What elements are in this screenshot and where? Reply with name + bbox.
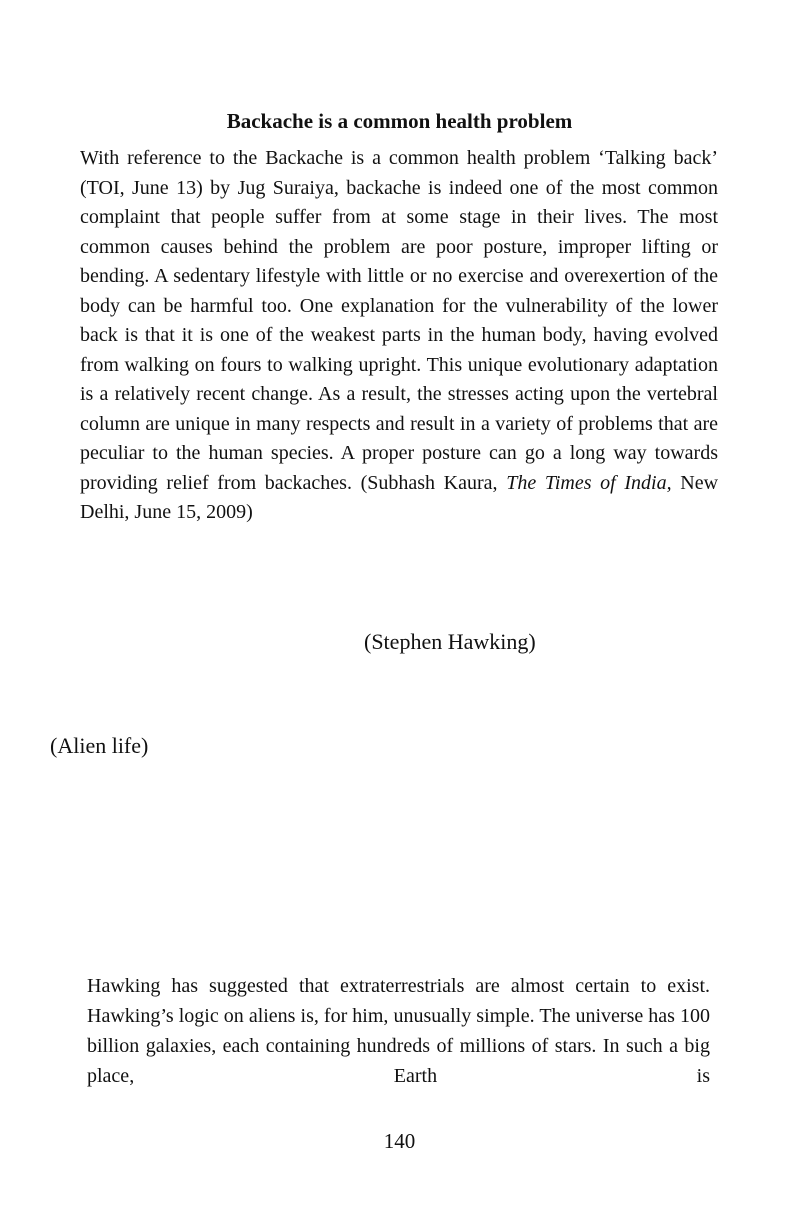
page-number: 140 [383,1129,416,1153]
quote-author: (Stephen Hawking) [364,629,536,654]
letter-heading: Backache is a common health problem [226,109,573,133]
publication-name: The Times of India, [506,471,672,494]
article-paragraph: Hawking has suggested that extraterrestrials are almost certain to exist. Hawking’s logic on aliens is, for him, unusually simple. The universe has 100 billion galaxies, each containing hundreds of millions of stars. In such a big place, Earth is [87,975,710,1087]
section-label: (Alien life) [50,733,149,758]
letter-paragraph [80,144,718,528]
letter-dateline: New Delhi, June 15, 2009) [80,471,719,523]
letter-body-text: With reference to the Backache is a common health problem ‘Talking back’ (TOI, June 13) by Jug Suraiya, backache is indeed one of the most common complaint that people suffer from at some stage in their lives. The most common causes behind the problem are poor posture, improper lifting or bending. A sedentary lifestyle with little or no exercise and overexertion of the body can be harmful too. One explanation for the vulnerability of the lower back is that it is one of the weakest parts in the human body, having evolved from walking on fours to walking upright. This unique evolutionary adaptation is a relatively recent change. As a result, the stresses acting upon the vertebral column are unique in many respects and result in a variety of problems that are peculiar to the human species. A proper posture can go a long way towards providing relief from backaches. (Subhash Kaura, [80,147,718,494]
